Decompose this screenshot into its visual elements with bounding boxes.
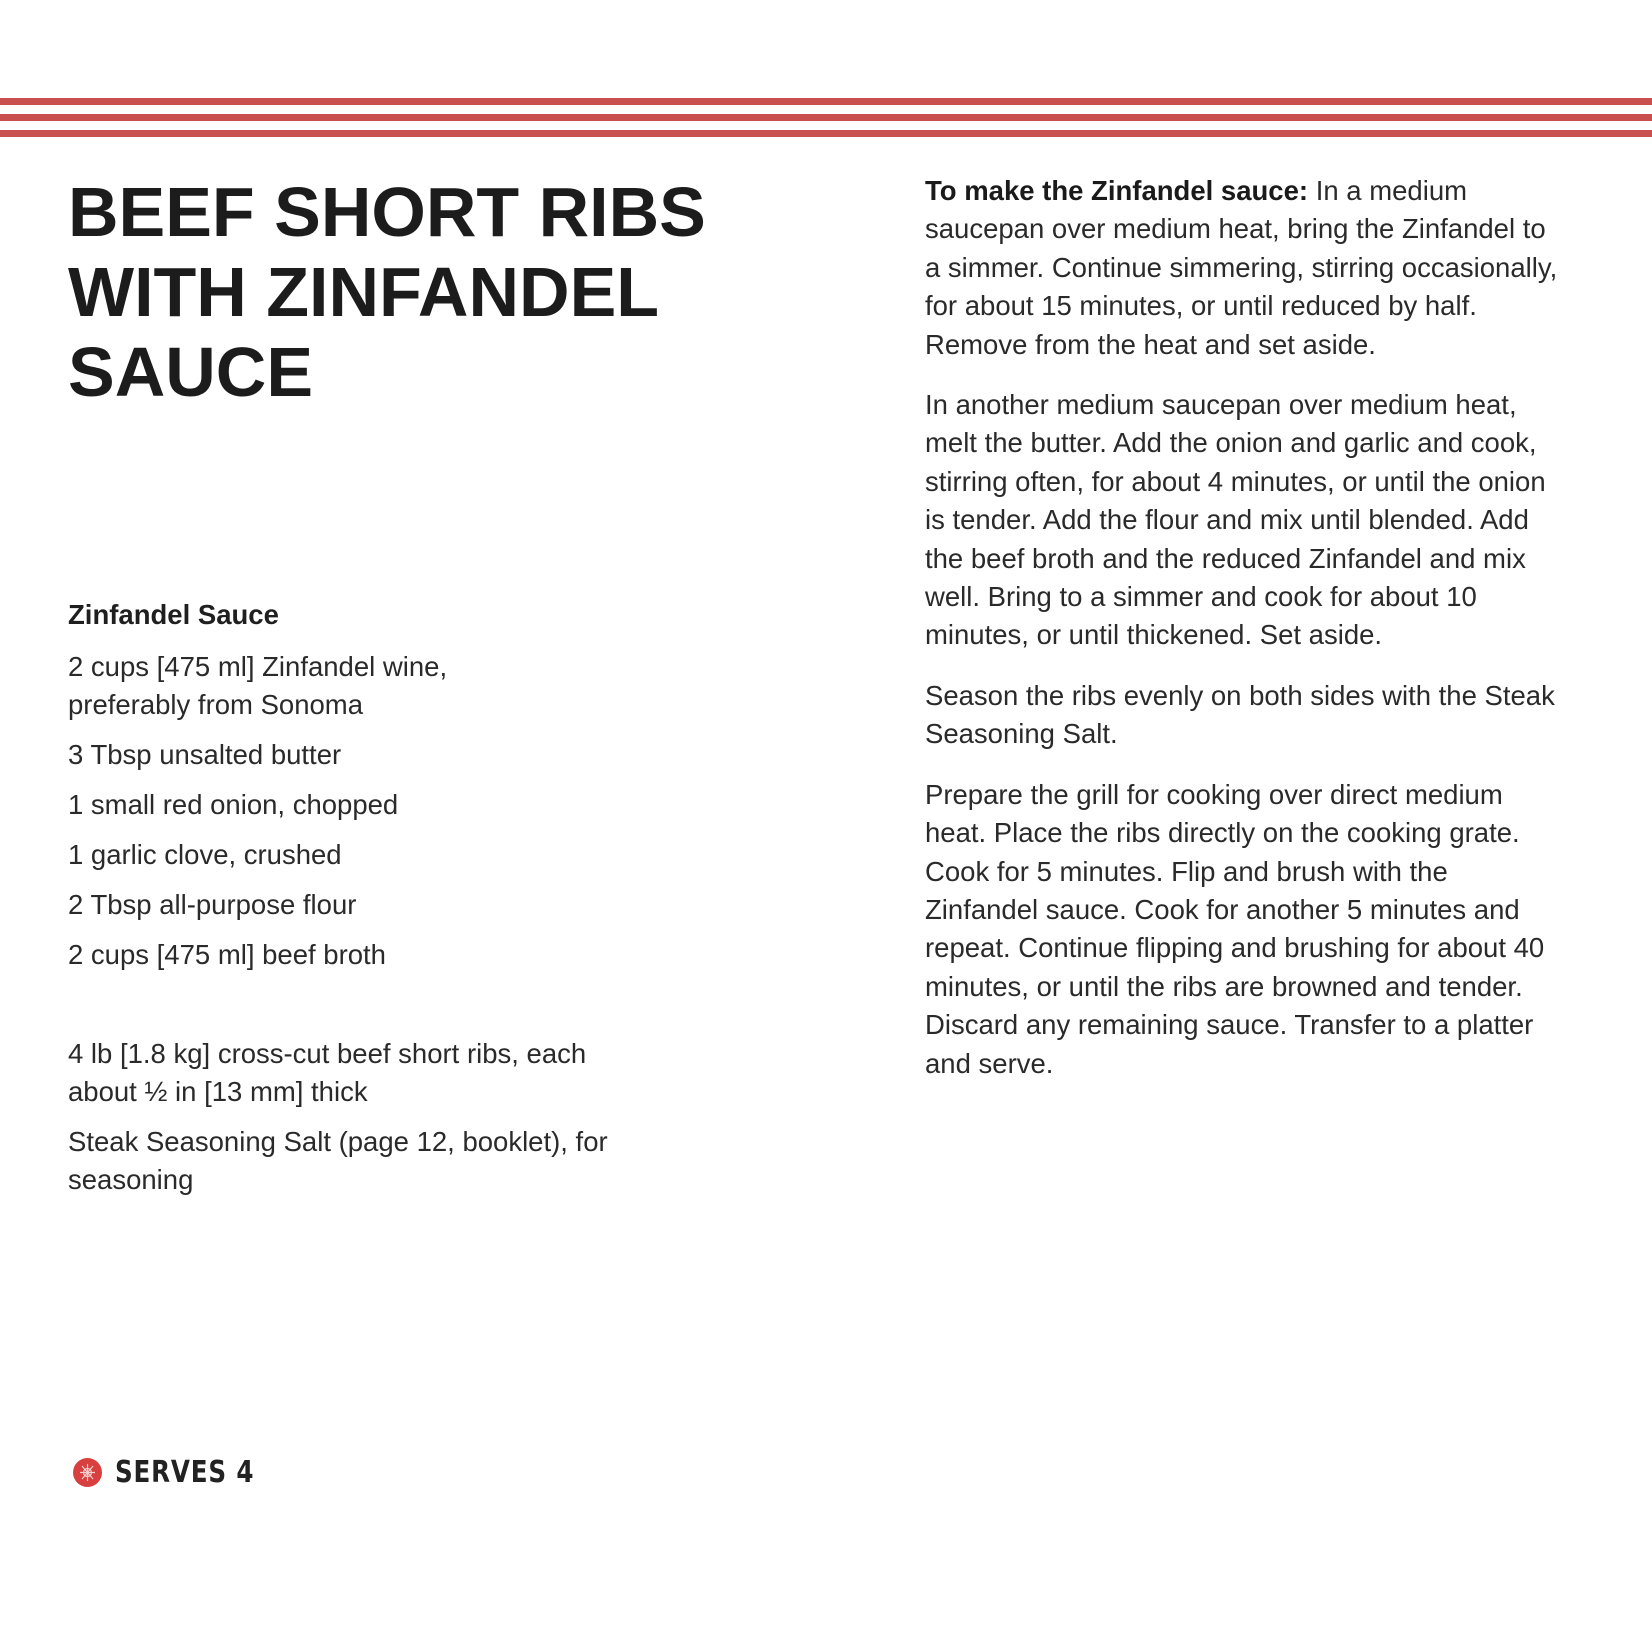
ingredient-item: 3 Tbsp unsalted butter <box>68 739 342 770</box>
ingredient-item: 2 cups [475 ml] beef broth <box>68 939 386 970</box>
instruction-text: In a medium saucepan over medium heat, bring the Zinfandel to a simmer. Continue simmering, stirring occasionally, for about 15 minutes, or until reduced by half. Remove from the heat and set aside. <box>925 175 1558 360</box>
stripe <box>0 130 1652 137</box>
ingredient-item: 1 garlic clove, crushed <box>68 839 342 870</box>
instruction-lead: To make the Zinfandel sauce: <box>925 175 1309 206</box>
serving-badge-icon <box>73 1458 102 1487</box>
sauce-heading: Zinfandel Sauce <box>68 599 279 630</box>
recipe-title: BEEF SHORT RIBS WITH ZINFANDEL SAUCE <box>68 173 706 411</box>
ingredient-item: Steak Seasoning Salt (page 12, booklet), for seasoning <box>68 1126 608 1195</box>
instructions <box>925 172 1565 1105</box>
sauce-ingredients <box>68 596 708 986</box>
stripe <box>0 114 1652 121</box>
ingredient-item: 1 small red onion, chopped <box>68 789 399 820</box>
instruction-paragraph: Prepare the grill for cooking over direct medium heat. Place the ribs directly on the cooking grate. Cook for 5 minutes. Flip and brush with the Zinfandel sauce. Cook for another 5 minutes and repeat. Continue flipping and brushing for about 40 minutes, or until the ribs are browned and tender. Discard any remaining sauce. Transfer to a platter and serve. <box>925 778 1545 1079</box>
stripe <box>0 98 1652 105</box>
main-ingredients <box>68 1035 708 1211</box>
instruction-paragraph <box>925 172 1565 364</box>
serves-label: SERVES 4 <box>115 1455 255 1490</box>
instruction-paragraph: Season the ribs evenly on both sides with the Steak Seasoning Salt. <box>925 679 1555 750</box>
ingredient-item: 2 cups [475 ml] Zinfandel wine, preferably from Sonoma <box>68 651 448 720</box>
instruction-paragraph: In another medium saucepan over medium heat, melt the butter. Add the onion and garlic and cook, stirring often, for about 4 minutes, or until the onion is tender. Add the flour and mix until blended. Add the beef broth and the reduced Zinfandel and mix well. Bring to a simmer and cook for about 10 minutes, or until thickened. Set aside. <box>925 389 1546 651</box>
serves-badge <box>73 1455 285 1490</box>
ingredient-item: 2 Tbsp all-purpose flour <box>68 889 357 920</box>
ingredient-item: 4 lb [1.8 kg] cross-cut beef short ribs, each about ½ in [13 mm] thick <box>68 1038 587 1107</box>
